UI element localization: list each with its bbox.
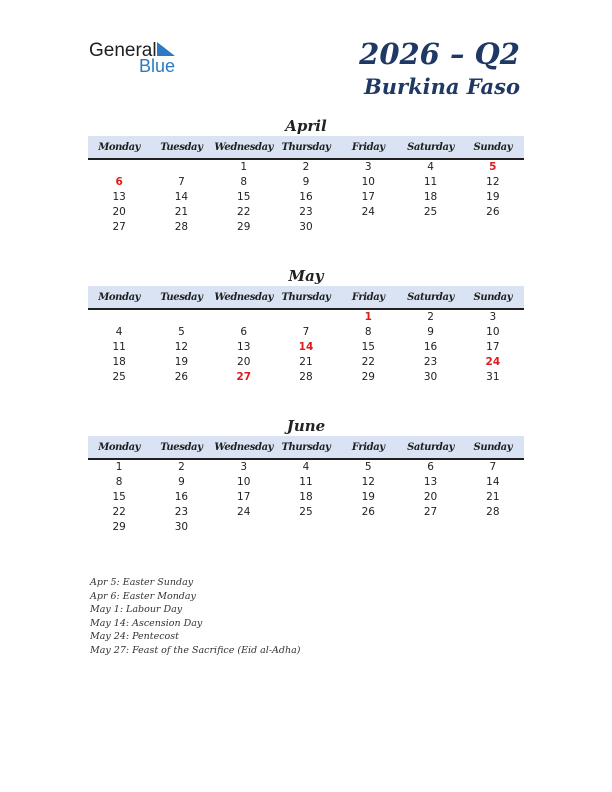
day-cell [88, 160, 150, 175]
day-cell: 26 [361, 506, 375, 518]
day-cell [150, 310, 212, 325]
week-row [88, 505, 524, 520]
day-cell: 21 [299, 356, 313, 368]
holiday-notes [90, 576, 300, 658]
weekday-label: Tuesday [160, 291, 203, 303]
day-cell: 9 [427, 326, 434, 338]
day-cell: 28 [299, 371, 313, 383]
day-cell: 23 [299, 206, 313, 218]
day-cell: 2 [178, 461, 185, 473]
month-may [88, 266, 524, 385]
week-row [88, 220, 524, 235]
month-grid [88, 310, 524, 385]
day-cell [462, 220, 524, 235]
day-cell: 17 [237, 491, 251, 503]
weekday-label: Monday [98, 291, 141, 303]
day-cell [399, 220, 461, 235]
day-cell: 24 [237, 506, 251, 518]
weekday-label: Wednesday [214, 441, 274, 453]
day-cell: 30 [299, 221, 313, 233]
day-cell: 27 [423, 506, 438, 518]
country-name: Burkina Faso [364, 74, 520, 99]
weekday-label: Thursday [281, 441, 331, 453]
day-cell [337, 520, 399, 535]
week-row [88, 340, 524, 355]
week-row [88, 355, 524, 370]
holiday-note: May 24: Pentecost [90, 631, 179, 643]
day-cell: 20 [423, 491, 438, 503]
day-cell [275, 520, 337, 535]
day-cell: 5 [364, 461, 372, 473]
holiday-note: May 27: Feast of the Sacrifice (Eid al-Adha) [90, 644, 301, 656]
month-title: May [288, 267, 324, 285]
weekday-label: Thursday [281, 141, 331, 153]
day-cell: 8 [240, 176, 248, 188]
day-cell: 18 [423, 191, 438, 203]
day-cell: 15 [237, 191, 251, 203]
month-april [88, 116, 524, 235]
day-cell: 3 [364, 161, 372, 173]
day-cell: 4 [427, 161, 434, 173]
weekday-label: Sunday [473, 291, 513, 303]
month-grid [88, 460, 524, 535]
day-cell: 16 [423, 341, 438, 353]
day-cell: 22 [361, 356, 375, 368]
day-cell: 16 [299, 191, 313, 203]
day-cell: 30 [174, 521, 189, 533]
day-cell: 27 [112, 221, 126, 233]
day-cell: 25 [299, 506, 313, 518]
logo [89, 40, 199, 76]
logo-triangle-icon [157, 42, 177, 58]
day-cell: 13 [112, 191, 126, 203]
weekday-label: Friday [351, 141, 385, 153]
month-june [88, 416, 524, 535]
day-cell: 8 [364, 326, 372, 338]
holiday-note: Apr 6: Easter Monday [90, 590, 196, 602]
day-cell: 2 [302, 161, 310, 173]
day-cell [275, 310, 337, 325]
day-cell [88, 310, 150, 325]
day-cell [150, 160, 212, 175]
day-cell: 7 [178, 176, 185, 188]
month-title: April [285, 117, 327, 135]
day-cell: 7 [489, 461, 497, 473]
week-row [88, 520, 524, 535]
day-cell: 25 [423, 206, 438, 218]
day-cell: 27 [236, 371, 252, 383]
day-cell: 31 [486, 371, 500, 383]
day-cell: 12 [174, 341, 189, 353]
day-cell: 18 [299, 491, 313, 503]
week-row [88, 205, 524, 220]
day-cell: 3 [240, 461, 248, 473]
weekday-label: Thursday [281, 291, 331, 303]
day-cell: 12 [361, 476, 375, 488]
day-cell: 19 [361, 491, 375, 503]
day-cell: 20 [237, 356, 251, 368]
day-cell [399, 520, 461, 535]
holiday-note: May 14: Ascension Day [90, 617, 203, 629]
weekday-label: Friday [351, 441, 385, 453]
weekday-label: Friday [351, 291, 385, 303]
weekday-label: Saturday [407, 291, 455, 303]
day-cell: 22 [237, 206, 251, 218]
day-cell: 3 [489, 311, 497, 323]
weekday-label: Monday [98, 441, 141, 453]
weekday-label: Tuesday [160, 141, 203, 153]
weekday-label: Saturday [407, 141, 455, 153]
day-cell: 30 [423, 371, 438, 383]
day-cell: 4 [302, 461, 310, 473]
day-cell: 29 [112, 521, 126, 533]
day-cell: 26 [486, 206, 500, 218]
week-row [88, 460, 524, 475]
weekday-label: Wednesday [214, 141, 274, 153]
week-row [88, 160, 524, 175]
day-cell: 18 [112, 356, 126, 368]
weekday-header [88, 286, 524, 310]
day-cell: 23 [174, 506, 189, 518]
day-cell: 25 [112, 371, 126, 383]
week-row [88, 370, 524, 385]
weekday-header [88, 436, 524, 460]
logo-text-blue: Blue [139, 56, 176, 76]
day-cell: 10 [486, 326, 500, 338]
week-row [88, 490, 524, 505]
day-cell: 6 [240, 326, 248, 338]
month-title: June [286, 417, 326, 435]
day-cell: 6 [427, 461, 434, 473]
day-cell: 28 [174, 221, 189, 233]
page-title: 2026 – Q2 [359, 37, 520, 71]
day-cell [462, 520, 524, 535]
weekday-label: Tuesday [160, 441, 203, 453]
weekday-label: Sunday [473, 441, 513, 453]
day-cell: 17 [486, 341, 500, 353]
day-cell: 19 [174, 356, 189, 368]
day-cell: 5 [178, 326, 185, 338]
day-cell: 10 [361, 176, 375, 188]
weekday-header [88, 136, 524, 160]
day-cell: 1 [115, 461, 123, 473]
day-cell: 4 [115, 326, 123, 338]
logo-text-general: General [89, 40, 157, 61]
day-cell: 10 [237, 476, 251, 488]
day-cell [337, 220, 399, 235]
week-row [88, 310, 524, 325]
month-grid [88, 160, 524, 235]
day-cell: 13 [423, 476, 438, 488]
day-cell: 9 [302, 176, 310, 188]
day-cell: 2 [427, 311, 434, 323]
day-cell: 20 [112, 206, 126, 218]
day-cell: 14 [298, 341, 314, 353]
day-cell: 14 [486, 476, 500, 488]
day-cell: 22 [112, 506, 126, 518]
day-cell: 14 [174, 191, 189, 203]
holiday-note: May 1: Labour Day [90, 604, 183, 616]
day-cell: 13 [237, 341, 251, 353]
day-cell: 12 [486, 176, 500, 188]
week-row [88, 475, 524, 490]
weekday-label: Monday [98, 141, 141, 153]
day-cell: 16 [174, 491, 189, 503]
day-cell: 11 [112, 341, 126, 353]
day-cell: 19 [486, 191, 500, 203]
weekday-label: Sunday [473, 141, 513, 153]
day-cell: 15 [112, 491, 126, 503]
day-cell: 11 [423, 176, 438, 188]
weekday-label: Saturday [407, 441, 455, 453]
day-cell: 11 [299, 476, 313, 488]
day-cell: 5 [489, 161, 497, 173]
day-cell: 28 [486, 506, 500, 518]
week-row [88, 190, 524, 205]
day-cell: 8 [115, 476, 123, 488]
week-row [88, 325, 524, 340]
day-cell: 26 [174, 371, 189, 383]
day-cell: 29 [237, 221, 251, 233]
day-cell: 17 [361, 191, 375, 203]
day-cell: 7 [302, 326, 310, 338]
day-cell: 1 [364, 311, 372, 323]
holiday-note: Apr 5: Easter Sunday [90, 577, 194, 588]
day-cell: 9 [178, 476, 185, 488]
day-cell: 23 [423, 356, 438, 368]
day-cell: 24 [361, 206, 375, 218]
day-cell: 21 [174, 206, 189, 218]
day-cell: 24 [485, 356, 501, 368]
page-title-block [359, 36, 520, 100]
day-cell [213, 520, 275, 535]
week-row [88, 175, 524, 190]
day-cell: 6 [115, 176, 123, 188]
day-cell: 29 [361, 371, 375, 383]
day-cell: 1 [240, 161, 248, 173]
day-cell: 15 [361, 341, 375, 353]
day-cell: 21 [486, 491, 500, 503]
day-cell [213, 310, 275, 325]
weekday-label: Wednesday [214, 291, 274, 303]
